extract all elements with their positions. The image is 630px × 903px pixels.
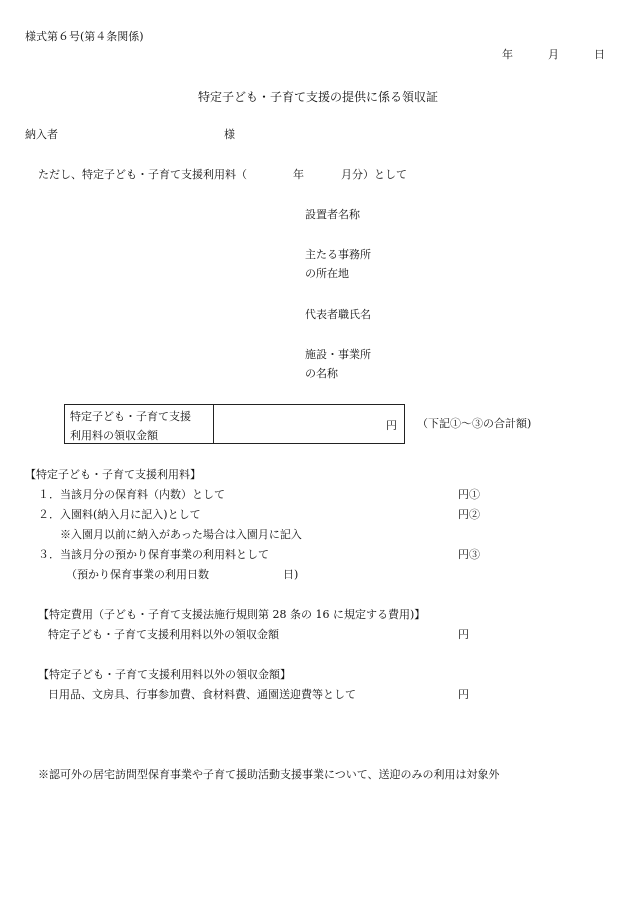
other-heading: 【特定子ども・子育て支援利用料以外の領収金額】 xyxy=(38,668,291,681)
date-year-label: 年 xyxy=(502,48,513,61)
fee-item-3-yen: 円③ xyxy=(458,548,480,561)
total-amount-label-line1: 特定子ども・子育て支援 xyxy=(70,410,191,423)
representative-label: 代表者職氏名 xyxy=(305,308,371,321)
footnote: ※認可外の居宅訪問型保育事業や子育て援助活動支援事業について、送迎のみの利用は対象外 xyxy=(38,768,500,781)
total-amount-yen: 円 xyxy=(386,419,397,432)
fee-item-3-days-unit: 日) xyxy=(283,568,299,581)
form-number: 様式第６号(第４条関係) xyxy=(25,30,144,43)
date-day-label: 日 xyxy=(594,48,605,61)
fee-item-1: １．当該月分の保育料（内数）として xyxy=(38,488,225,501)
other-line: 日用品、文房具、行事参加費、食材料費、通園送迎費等として xyxy=(48,688,356,701)
note-line-year: 年 xyxy=(293,168,304,181)
fee-item-1-yen: 円① xyxy=(458,488,480,501)
special-line: 特定子ども・子育て支援利用料以外の領収金額 xyxy=(48,628,279,641)
office-label-line2: の所在地 xyxy=(305,267,349,280)
facility-label-line1: 施設・事業所 xyxy=(305,348,371,361)
other-yen: 円 xyxy=(458,688,469,701)
note-line-prefix: ただし、特定子ども・子育て支援利用料（ xyxy=(38,168,247,181)
office-label-line1: 主たる事務所 xyxy=(305,248,371,261)
document-title: 特定子ども・子育て支援の提供に係る領収証 xyxy=(198,90,439,104)
fee-item-2-yen: 円② xyxy=(458,508,480,521)
total-amount-note: （下記①～③の合計額) xyxy=(417,417,532,430)
special-heading: 【特定費用（子ども・子育て支援法施行規則第 28 条の 16 に規定する費用)】 xyxy=(38,608,426,621)
note-line-suffix: 月分）として xyxy=(341,168,407,181)
date-month-label: 月 xyxy=(548,48,559,61)
fee-item-3-days: （預かり保育事業の利用日数 xyxy=(66,568,209,581)
fees-heading: 【特定子ども・子育て支援利用料】 xyxy=(25,468,201,481)
special-yen: 円 xyxy=(458,628,469,641)
fee-item-2-note: ※入園月以前に納入があった場合は入園月に記入 xyxy=(60,528,302,541)
payer-label: 納入者 xyxy=(25,128,58,141)
total-amount-label-cell xyxy=(65,405,214,443)
facility-label-line2: の名称 xyxy=(305,367,338,380)
fee-item-3: ３．当該月分の預かり保育事業の利用料として xyxy=(38,548,269,561)
total-amount-box xyxy=(64,404,405,444)
total-amount-label-line2: 利用料の領収金額 xyxy=(70,429,158,442)
founder-name-label: 設置者名称 xyxy=(305,208,360,221)
payer-honorific: 様 xyxy=(224,128,235,141)
fee-item-2: ２．入園料(納入月に記入)として xyxy=(38,508,201,521)
